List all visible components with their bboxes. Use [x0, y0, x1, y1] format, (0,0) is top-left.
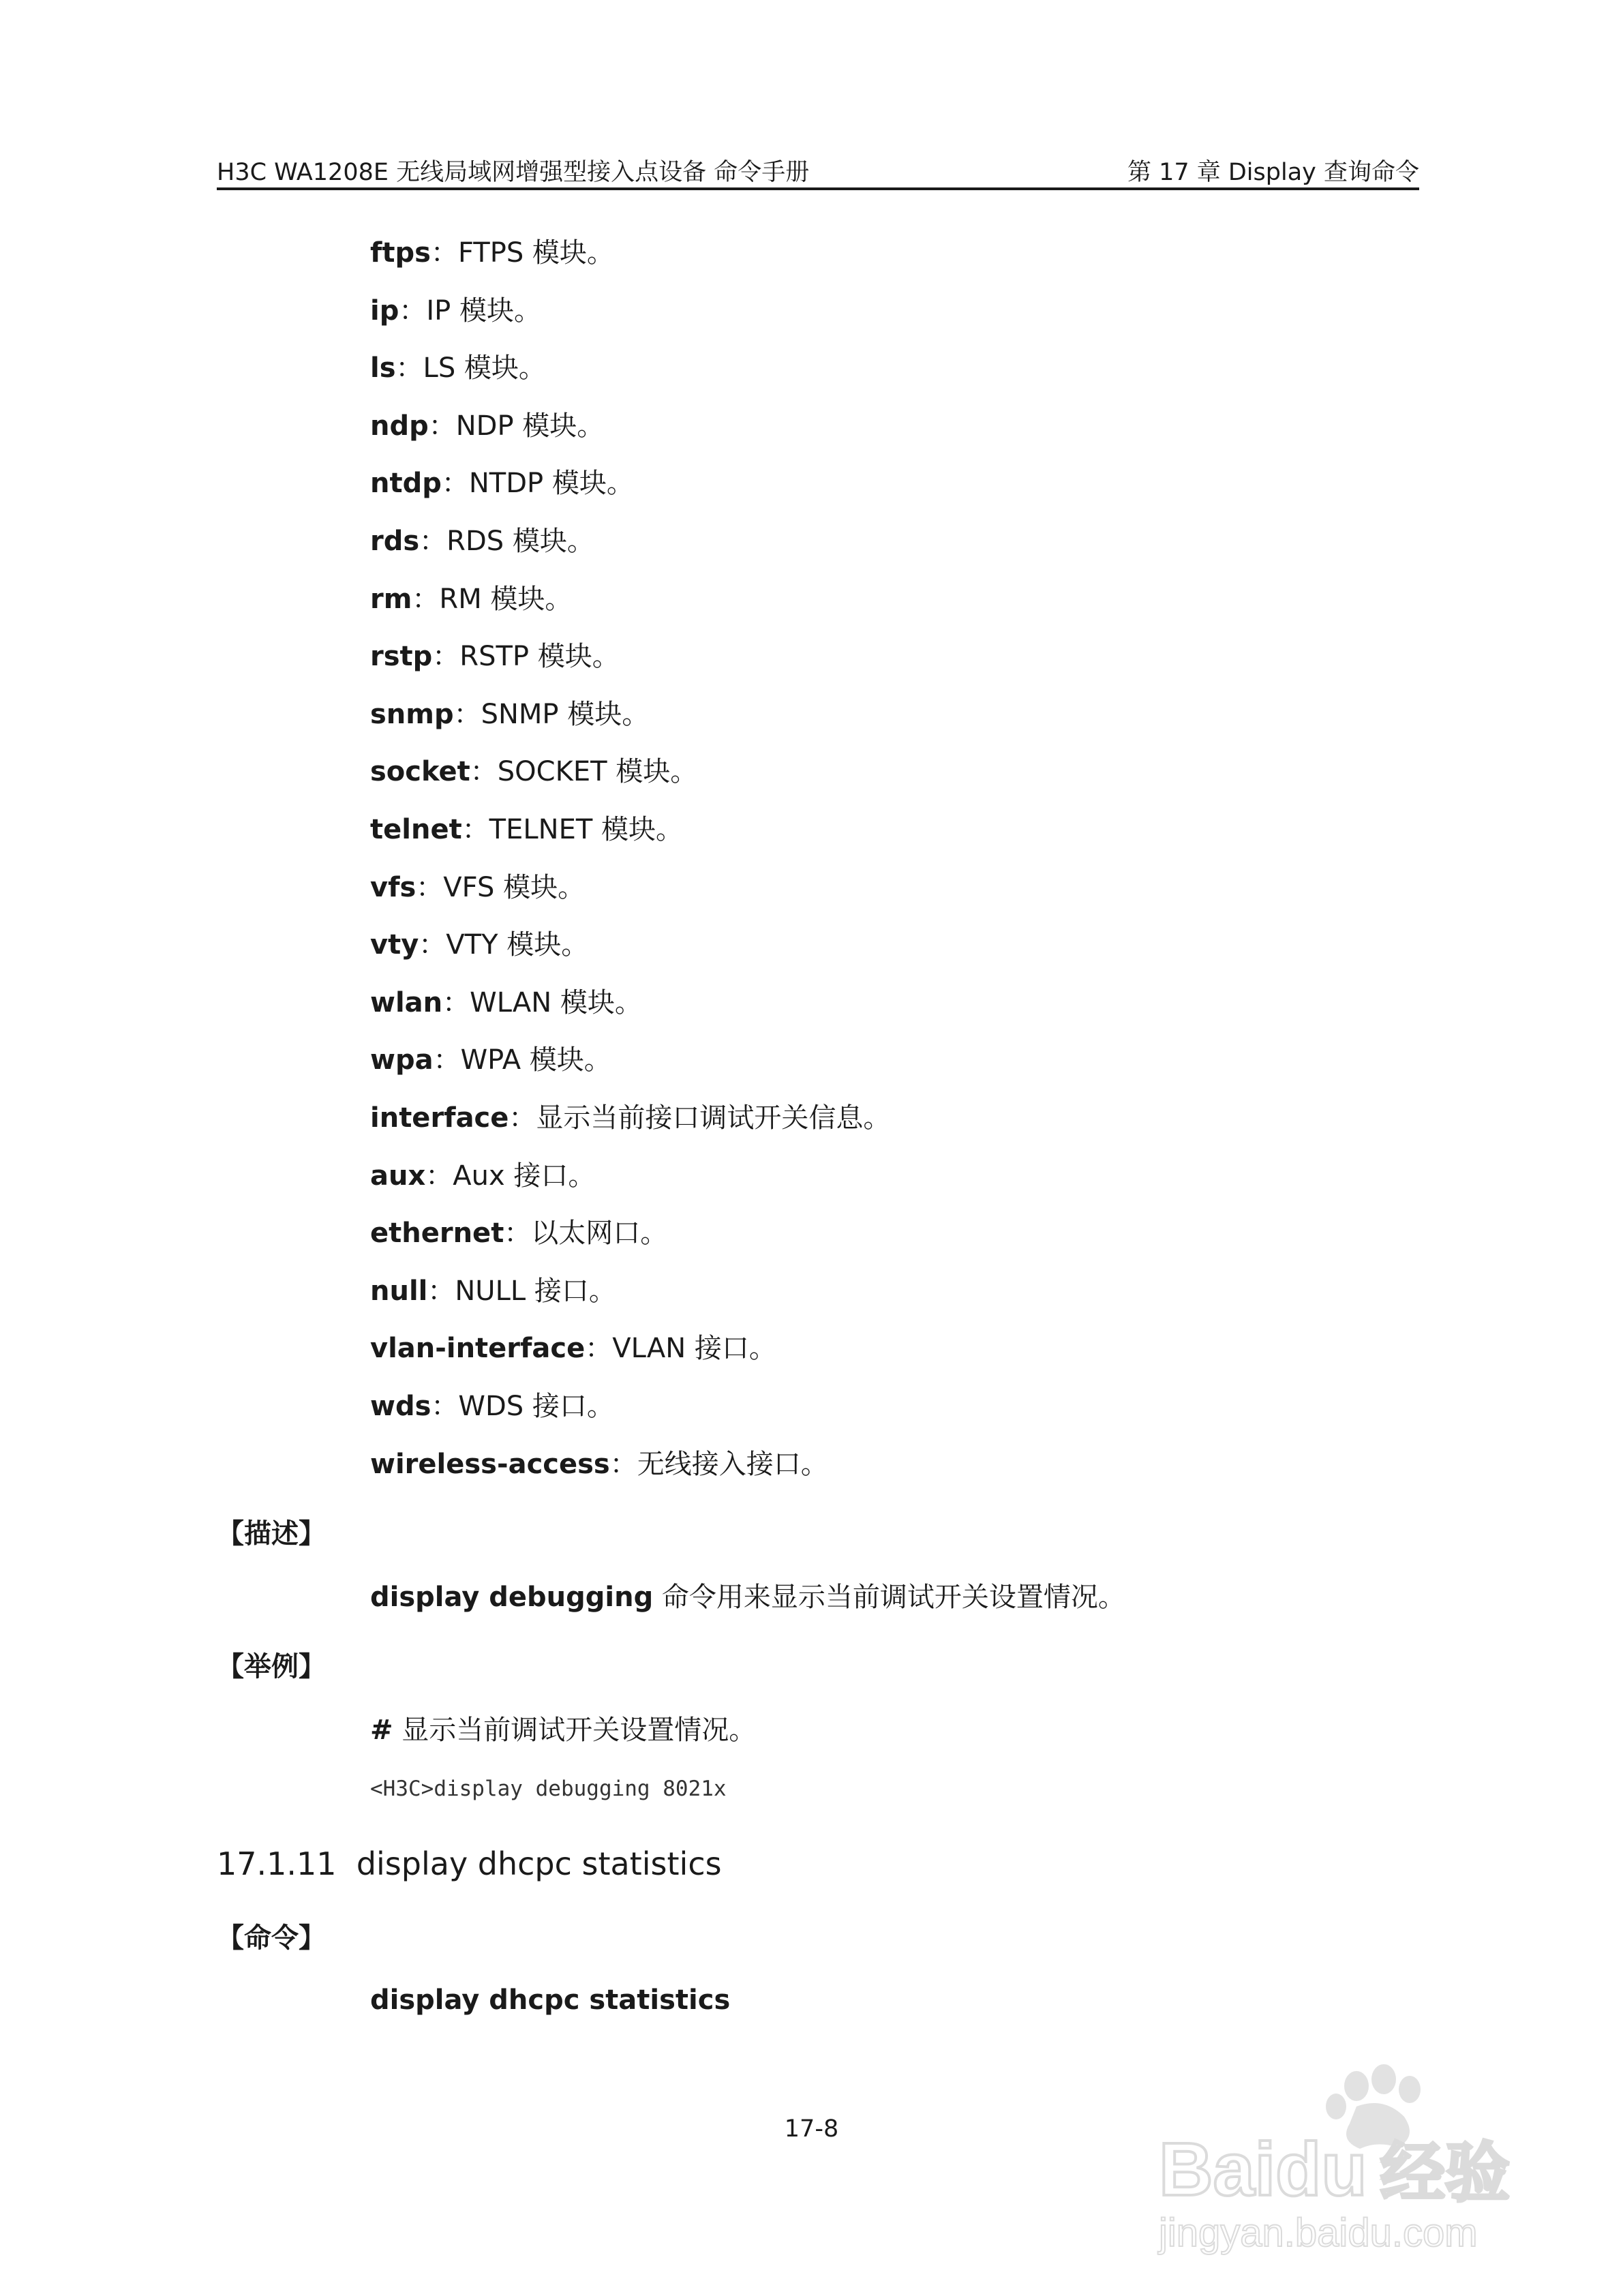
parameter-description: ：NDP 模块。 [428, 410, 605, 442]
page-number: 17-8 [784, 2115, 839, 2143]
command-text [370, 1983, 730, 2017]
parameter-item [370, 986, 642, 1020]
parameter-keyword: vfs [370, 872, 416, 903]
parameter-item [370, 409, 604, 443]
description-body: 命令用来显示当前调试开关设置情况。 [653, 1582, 1125, 1613]
parameter-keyword: wpa [370, 1044, 434, 1076]
description-command: display debugging [370, 1582, 654, 1613]
parameter-keyword: rds [370, 526, 420, 557]
description-text [370, 1580, 1125, 1614]
example-code: <H3C>display debugging 8021x [370, 1777, 727, 1801]
parameter-item [370, 1101, 890, 1135]
parameter-item [370, 697, 649, 731]
parameter-keyword: ftps [370, 237, 431, 269]
parameter-keyword: interface [370, 1102, 509, 1134]
parameter-keyword: wds [370, 1391, 431, 1422]
page-header [217, 153, 1419, 190]
example-hash: # [370, 1715, 393, 1746]
parameter-keyword: snmp [370, 699, 454, 730]
parameter-description: ：SOCKET 模块。 [470, 756, 698, 787]
parameter-item [370, 294, 541, 328]
parameter-item [370, 755, 697, 789]
parameter-description: ：TELNET 模块。 [461, 814, 684, 845]
header-left-title: H3C WA1208E 无线局域网增强型接入点设备 命令手册 [217, 159, 810, 186]
parameter-item [370, 466, 634, 500]
parameter-item [370, 1389, 614, 1423]
subsection-heading [217, 1845, 722, 1883]
parameter-item [370, 524, 594, 558]
parameter-description: ：WLAN 模块。 [442, 987, 642, 1018]
parameter-item [370, 1043, 611, 1077]
baidu-paw-logo-icon [1152, 2059, 1534, 2263]
description-label: 【描述】 [217, 1518, 326, 1550]
parameter-description: ：RSTP 模块。 [432, 641, 620, 672]
watermark-brand-cn: 经验 [1380, 2136, 1511, 2211]
parameter-keyword: rm [370, 584, 412, 615]
parameter-keyword: vlan-interface [370, 1333, 586, 1364]
parameter-item [370, 1216, 667, 1250]
parameter-item [370, 1159, 595, 1193]
parameter-description: ：WDS 接口。 [431, 1391, 614, 1422]
parameter-item [370, 813, 683, 847]
parameter-keyword: aux [370, 1160, 426, 1192]
parameter-keyword: null [370, 1275, 428, 1307]
command-syntax: display dhcpc statistics [370, 1984, 731, 2016]
parameter-keyword: rstp [370, 641, 433, 672]
subsection-title: display dhcpc statistics [356, 1845, 722, 1882]
parameter-description: ：VFS 模块。 [416, 872, 586, 903]
parameter-description: ：LS 模块。 [395, 352, 546, 384]
parameter-description: ：以太网口。 [504, 1218, 668, 1249]
parameter-item [370, 928, 588, 962]
parameter-description: ：SNMP 模块。 [453, 699, 650, 730]
parameter-keyword: wireless-access [370, 1449, 610, 1480]
parameter-description: ：NTDP 模块。 [441, 468, 634, 499]
parameter-keyword: ethernet [370, 1218, 504, 1249]
parameter-item [370, 1331, 776, 1365]
parameter-description: ：WPA 模块。 [433, 1044, 611, 1076]
subsection-number: 17.1.11 [217, 1845, 337, 1882]
command-label: 【命令】 [217, 1922, 326, 1954]
parameter-description: ：VTY 模块。 [419, 929, 589, 961]
parameter-keyword: vty [370, 929, 419, 961]
parameter-description: ：FTPS 模块。 [430, 237, 614, 269]
parameter-item [370, 351, 546, 385]
parameter-item [370, 1274, 616, 1308]
parameter-keyword: ntdp [370, 468, 442, 499]
parameter-description: ：VLAN 接口。 [585, 1333, 776, 1364]
parameter-item [370, 639, 620, 674]
parameter-description: ：RM 模块。 [412, 584, 573, 615]
watermark-brand: Baidu [1159, 2128, 1367, 2211]
parameter-description: ：RDS 模块。 [419, 526, 594, 557]
parameter-keyword: telnet [370, 814, 462, 845]
example-text [370, 1713, 756, 1747]
parameter-item [370, 871, 585, 905]
parameter-description: ：NULL 接口。 [427, 1275, 616, 1307]
parameter-description: ：Aux 接口。 [425, 1160, 596, 1192]
parameter-item [370, 582, 572, 616]
parameter-description: ：IP 模块。 [399, 295, 541, 327]
parameter-keyword: ls [370, 352, 396, 384]
example-body: 显示当前调试开关设置情况。 [393, 1715, 757, 1746]
baidu-watermark [1152, 2059, 1534, 2263]
parameter-keyword: ndp [370, 410, 429, 442]
parameter-description: ：无线接入接口。 [609, 1449, 828, 1480]
parameter-keyword: wlan [370, 987, 443, 1018]
example-label: 【举例】 [217, 1651, 326, 1682]
header-right-chapter: 第 17 章 Display 查询命令 [1127, 159, 1419, 186]
parameter-description: ：显示当前接口调试开关信息。 [509, 1102, 891, 1134]
parameter-keyword: ip [370, 295, 399, 327]
parameter-item [370, 1447, 828, 1481]
parameter-keyword: socket [370, 756, 470, 787]
watermark-url: jingyan.baidu.com [1159, 2211, 1478, 2255]
parameter-item [370, 236, 614, 270]
